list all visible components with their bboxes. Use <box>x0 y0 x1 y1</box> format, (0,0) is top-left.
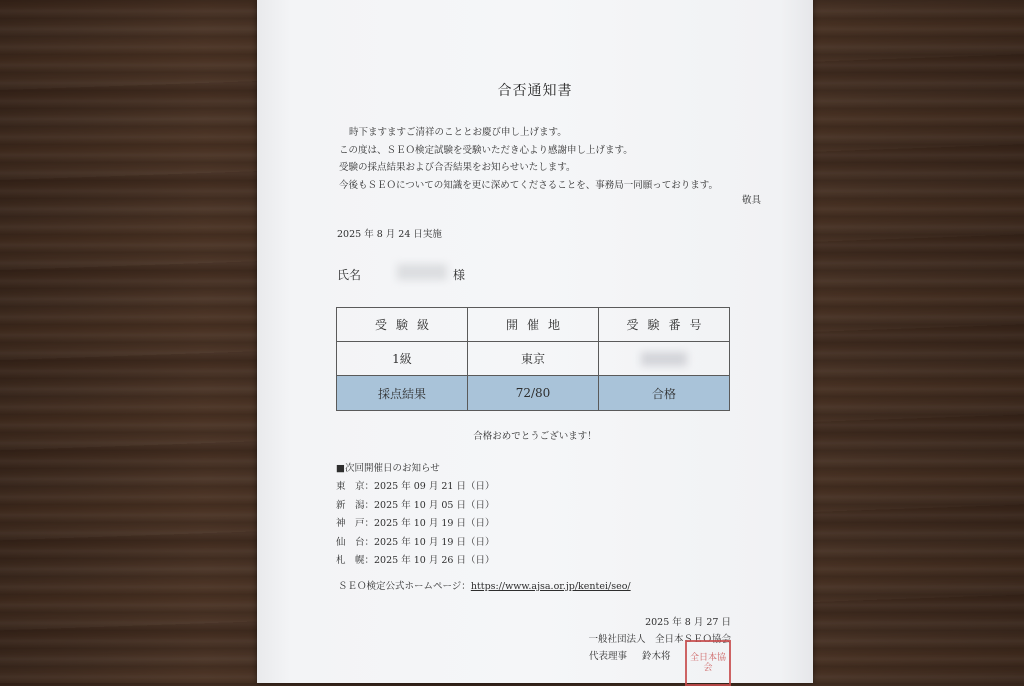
name-label: 氏名 <box>337 268 362 282</box>
list-item <box>336 515 494 534</box>
score-value: 72/80 <box>468 376 599 411</box>
schedule-city: 札 幌 <box>336 555 365 566</box>
organization-name: 一般社団法人 全日本ＳＥＯ協会 <box>588 634 731 645</box>
site-label: ＳＥＯ検定公式ホームページ： <box>338 581 471 592</box>
result-table <box>336 307 730 411</box>
greeting-text <box>339 124 718 194</box>
header-venue: 開催地 <box>468 308 599 342</box>
header-exam-number: 受験番号 <box>599 308 730 342</box>
header-grade: 受験級 <box>337 308 468 342</box>
exam-number-redacted <box>641 352 687 366</box>
score-label: 採点結果 <box>337 376 468 411</box>
table-header-row <box>337 308 730 342</box>
score-row <box>337 376 730 411</box>
cell-grade: 1級 <box>337 342 468 376</box>
greeting-line-1: 時下ますますご清祥のこととお慶び申し上げます。 <box>349 127 567 138</box>
schedule-city: 新 潟 <box>336 499 365 511</box>
list-item <box>336 552 494 571</box>
schedule-city: 神 戸 <box>336 518 365 529</box>
schedule-date: ：2025 年 10 月 19 日（日） <box>364 518 495 529</box>
name-redacted <box>397 264 447 280</box>
closing-word: 敬具 <box>741 195 761 206</box>
schedule-date: ：2025 年 10 月 19 日（日） <box>364 536 495 548</box>
list-item <box>336 497 494 516</box>
notice-paper <box>257 0 813 683</box>
honorific: 様 <box>453 268 466 282</box>
greeting-line-3: 受験の採点結果および合否結果をお知らせいたします。 <box>339 162 576 173</box>
list-item <box>336 478 494 497</box>
official-seal-icon <box>685 640 731 686</box>
seal-text: 全日本協会 <box>689 653 726 673</box>
greeting-line-4: 今後もＳＥＯについての知識を更に深めてくださることを、事務局一同願っております。 <box>339 179 719 191</box>
official-site <box>338 578 631 592</box>
issue-date: 2025 年 8 月 27 日 <box>645 617 731 628</box>
cell-exam-number <box>599 342 730 376</box>
schedule-date: ：2025 年 10 月 26 日（日） <box>364 555 495 566</box>
site-link[interactable]: https://www.ajsa.or.jp/kentei/seo/ <box>470 581 631 592</box>
greeting-line-2: この度は、ＳＥＯ検定試験を受験いただき心より感謝申し上げます。 <box>339 144 633 156</box>
table-row <box>337 342 730 376</box>
schedule-city: 仙 台 <box>336 536 365 548</box>
representative-title: 代表理事 <box>589 651 628 662</box>
schedule-date: ：2025 年 09 月 21 日（日） <box>364 481 495 492</box>
pass-result: 合格 <box>599 376 730 411</box>
cell-venue: 東京 <box>468 342 599 376</box>
congrats-message: 合格おめでとうございます！ <box>473 431 597 442</box>
document-title: 合否通知書 <box>497 83 573 99</box>
schedule-list <box>336 478 494 571</box>
representative-name: 鈴木将 <box>642 651 671 662</box>
schedule-date: ：2025 年 10 月 05 日（日） <box>364 499 495 511</box>
exam-date: 2025 年 8 月 24 日実施 <box>337 229 442 240</box>
next-exam-heading: ■次回開催日のお知らせ <box>336 463 440 474</box>
schedule-city: 東 京 <box>336 481 365 492</box>
list-item <box>336 534 494 553</box>
